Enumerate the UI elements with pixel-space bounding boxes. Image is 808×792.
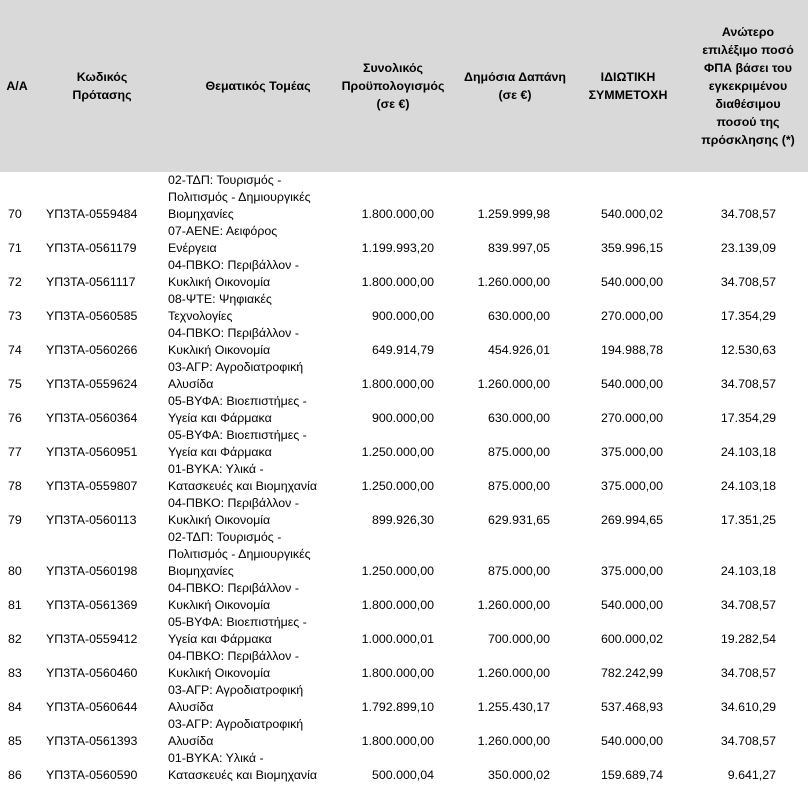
cell-code: ΥΠ3ΤΑ-0560951 [46, 445, 138, 459]
cell-code: ΥΠ3ΤΑ-0561393 [46, 734, 138, 748]
cell-sector-line: 04-ΠΒΚΟ: Περιβάλλον - [168, 258, 299, 272]
header-aa [0, 0, 34, 172]
cell-sector-line: Αλυσίδα [168, 377, 214, 391]
cell-code: ΥΠ3ΤΑ-0559484 [46, 207, 138, 221]
cell-sector-line: 04-ΠΒΚΟ: Περιβάλλον - [168, 496, 299, 510]
cell-private: 537.468,93 [600, 700, 663, 714]
cell-private: 270.000,00 [600, 309, 663, 323]
table-row [0, 291, 808, 325]
cell-total: 1.800.000,00 [361, 275, 434, 289]
cell-sector-line: 07-ΑΕΝΕ: Αειφόρος [168, 224, 278, 238]
cell-aa: 85 [8, 734, 22, 748]
cell-private: 375.000,00 [600, 479, 663, 493]
cell-vat: 34.708,57 [720, 377, 776, 391]
cell-total: 1.199.993,20 [361, 241, 434, 255]
cell-private: 540.000,02 [600, 207, 663, 221]
cell-public: 454.926,01 [487, 343, 550, 357]
cell-sector-line: Κυκλική Οικονομία [168, 343, 271, 357]
cell-sector [168, 427, 343, 461]
cell-sector-line: Βιομηχανίες [168, 207, 234, 221]
cell-public: 1.255.430,17 [477, 700, 550, 714]
cell-code: ΥΠ3ΤΑ-0561179 [46, 241, 137, 255]
cell-sector [168, 359, 343, 393]
cell-sector-line: Πολιτισμός - Δημιουργικές [168, 190, 311, 204]
cell-aa: 80 [8, 564, 22, 578]
cell-sector-line: Υγεία και Φάρμακα [168, 445, 272, 459]
cell-sector-line: Ενέργεια [168, 241, 217, 255]
table-row [0, 614, 808, 648]
cell-public: 1.260.000,00 [477, 666, 550, 680]
cell-code: ΥΠ3ΤΑ-0560590 [46, 768, 138, 782]
table-row [0, 223, 808, 257]
cell-vat: 23.139,09 [720, 241, 776, 255]
cell-vat: 19.282,54 [720, 632, 776, 646]
cell-private: 194.988,78 [600, 343, 663, 357]
cell-sector-line: Υγεία και Φάρμακα [168, 411, 272, 425]
cell-public: 839.997,05 [487, 241, 550, 255]
cell-private: 270.000,00 [600, 411, 663, 425]
cell-total: 1.000.000,01 [361, 632, 434, 646]
cell-public: 630.000,00 [487, 411, 550, 425]
table-row [0, 427, 808, 461]
header-vat-line: Ανώτερο [721, 25, 775, 39]
cell-sector-line: 03-ΑΓΡ: Αγροδιατροφική [168, 717, 304, 731]
cell-sector [168, 682, 343, 716]
cell-vat: 34.708,57 [720, 734, 776, 748]
cell-sector-line: 01-ΒΥΚΑ: Υλικά - [168, 462, 264, 476]
cell-sector [168, 614, 343, 648]
cell-total: 899.926,30 [371, 513, 434, 527]
cell-sector-line: Κατασκευές και Βιομηχανία [168, 479, 318, 493]
cell-sector [168, 223, 343, 257]
cell-private: 540.000,00 [600, 275, 663, 289]
table-header [0, 0, 808, 172]
cell-private: 375.000,00 [600, 445, 663, 459]
cell-total: 1.250.000,00 [361, 445, 434, 459]
cell-aa: 82 [8, 632, 22, 646]
cell-sector-line: 04-ΠΒΚΟ: Περιβάλλον - [168, 581, 299, 595]
cell-public: 630.000,00 [487, 309, 550, 323]
cell-sector-line: Τεχνολογίες [168, 309, 233, 323]
cell-sector [168, 580, 343, 614]
table-row [0, 529, 808, 580]
cell-aa: 79 [8, 513, 22, 527]
cell-sector-line: Βιομηχανίες [168, 564, 234, 578]
header-public-line: (σε €) [498, 88, 532, 102]
header-aa-label: Α/Α [6, 79, 28, 93]
table-row [0, 172, 808, 223]
cell-vat: 24.103,18 [720, 445, 776, 459]
table-row [0, 359, 808, 393]
cell-sector-line: 02-ΤΔΠ: Τουρισμός - [168, 173, 282, 187]
header-sector [168, 0, 348, 172]
cell-sector-line: Υγεία και Φάρμακα [168, 632, 272, 646]
cell-sector-line: 04-ΠΒΚΟ: Περιβάλλον - [168, 326, 299, 340]
cell-code: ΥΠ3ΤΑ-0560460 [46, 666, 138, 680]
cell-public: 1.259.999,98 [477, 207, 550, 221]
table-row [0, 495, 808, 529]
cell-aa: 77 [8, 445, 22, 459]
cell-sector [168, 461, 343, 495]
cell-aa: 72 [8, 275, 22, 289]
cell-public: 875.000,00 [487, 445, 550, 459]
header-private-line: ΣΥΜΜΕΤΟΧΗ [588, 88, 668, 102]
cell-sector [168, 257, 343, 291]
cell-code: ΥΠ3ΤΑ-0560266 [46, 343, 138, 357]
cell-sector-line: 05-ΒΥΦΑ: Βιοεπιστήμες - [168, 394, 307, 408]
cell-aa: 76 [8, 411, 22, 425]
cell-total: 1.800.000,00 [361, 666, 434, 680]
cell-sector-line: 05-ΒΥΦΑ: Βιοεπιστήμες - [168, 615, 307, 629]
cell-total: 1.800.000,00 [361, 377, 434, 391]
cell-total: 1.250.000,00 [361, 479, 434, 493]
table-row [0, 716, 808, 750]
table-row [0, 682, 808, 716]
cell-vat: 24.103,18 [720, 479, 776, 493]
cell-sector-line: 03-ΑΓΡ: Αγροδιατροφική [168, 683, 304, 697]
cell-vat: 34.610,29 [720, 700, 776, 714]
cell-aa: 78 [8, 479, 22, 493]
cell-sector [168, 495, 343, 529]
cell-code: ΥΠ3ΤΑ-0560113 [46, 513, 137, 527]
cell-aa: 84 [8, 700, 22, 714]
cell-public: 1.260.000,00 [477, 377, 550, 391]
cell-private: 600.000,02 [600, 632, 663, 646]
header-vat [688, 0, 808, 172]
cell-sector-line: 08-ΨΤΕ: Ψηφιακές [168, 292, 272, 306]
cell-total: 1.800.000,00 [361, 207, 434, 221]
cell-sector [168, 172, 343, 223]
header-sector-label: Θεματικός Τομέας [205, 79, 311, 93]
cell-private: 540.000,00 [600, 377, 663, 391]
cell-sector-line: Αλυσίδα [168, 700, 214, 714]
cell-sector-line: Κυκλική Οικονομία [168, 598, 271, 612]
header-vat-line: επιλέξιμο ποσό [702, 43, 794, 57]
cell-private: 540.000,00 [600, 734, 663, 748]
header-total [338, 0, 448, 172]
cell-total: 1.800.000,00 [361, 734, 434, 748]
cell-sector [168, 291, 343, 325]
header-code [40, 0, 164, 172]
header-vat-line: ΦΠΑ βάσει του [704, 61, 792, 75]
cell-code: ΥΠ3ΤΑ-0561369 [46, 598, 138, 612]
cell-sector [168, 750, 343, 784]
cell-vat: 24.103,18 [720, 564, 776, 578]
cell-vat: 12.530,63 [720, 343, 776, 357]
cell-sector-line: Κυκλική Οικονομία [168, 666, 271, 680]
cell-private: 159.689,74 [600, 768, 663, 782]
cell-code: ΥΠ3ΤΑ-0559807 [46, 479, 138, 493]
cell-aa: 86 [8, 768, 22, 782]
header-total-line: Συνολικός [363, 61, 423, 75]
cell-public: 1.260.000,00 [477, 734, 550, 748]
cell-total: 500.000,04 [371, 768, 434, 782]
table-row [0, 393, 808, 427]
cell-code: ΥΠ3ΤΑ-0559624 [46, 377, 138, 391]
cell-public: 700.000,00 [487, 632, 550, 646]
cell-aa: 83 [8, 666, 22, 680]
table-row [0, 580, 808, 614]
cell-vat: 17.354,29 [720, 411, 776, 425]
header-code-line: Κωδικός [76, 70, 128, 84]
cell-total: 649.914,79 [371, 343, 434, 357]
cell-sector-line: Κυκλική Οικονομία [168, 275, 271, 289]
cell-sector [168, 648, 343, 682]
cell-aa: 81 [8, 598, 22, 612]
cell-sector [168, 393, 343, 427]
cell-sector [168, 325, 343, 359]
header-private-line: ΙΔΙΩΤΙΚΗ [600, 70, 656, 84]
header-vat-line: διαθέσιμου [715, 97, 781, 111]
cell-vat: 17.354,29 [720, 309, 776, 323]
cell-public: 1.260.000,00 [477, 598, 550, 612]
cell-vat: 9.641,27 [727, 768, 776, 782]
cell-code: ΥΠ3ΤΑ-0560585 [46, 309, 138, 323]
header-vat-line: εγκεκριμένου [708, 79, 788, 93]
cell-sector-line: 03-ΑΓΡ: Αγροδιατροφική [168, 360, 304, 374]
cell-code: ΥΠ3ΤΑ-0561117 [46, 275, 136, 289]
cell-aa: 71 [8, 241, 22, 255]
cell-total: 900.000,00 [371, 309, 434, 323]
header-private [578, 0, 678, 172]
cell-sector-line: Αλυσίδα [168, 734, 214, 748]
table-row [0, 325, 808, 359]
cell-sector-line: Κατασκευές και Βιομηχανία [168, 768, 318, 782]
cell-public: 875.000,00 [487, 479, 550, 493]
cell-aa: 75 [8, 377, 22, 391]
cell-aa: 70 [8, 207, 22, 221]
header-public-line: Δημόσια Δαπάνη [464, 70, 566, 84]
cell-code: ΥΠ3ΤΑ-0560198 [46, 564, 138, 578]
cell-private: 375.000,00 [600, 564, 663, 578]
cell-vat: 34.708,57 [720, 207, 776, 221]
table-row [0, 750, 808, 784]
cell-sector-line: 05-ΒΥΦΑ: Βιοεπιστήμες - [168, 428, 307, 442]
cell-private: 359.996,15 [600, 241, 663, 255]
cell-code: ΥΠ3ΤΑ-0560364 [46, 411, 138, 425]
cell-code: ΥΠ3ΤΑ-0560644 [46, 700, 138, 714]
cell-sector-line: Κυκλική Οικονομία [168, 513, 271, 527]
table-row [0, 461, 808, 495]
cell-total: 1.792.899,10 [361, 700, 434, 714]
cell-public: 1.260.000,00 [477, 275, 550, 289]
cell-total: 1.250.000,00 [361, 564, 434, 578]
cell-private: 782.242,99 [600, 666, 663, 680]
cell-public: 629.931,65 [487, 513, 550, 527]
cell-vat: 34.708,57 [720, 666, 776, 680]
table-row [0, 257, 808, 291]
cell-sector [168, 529, 343, 580]
cell-public: 875.000,00 [487, 564, 550, 578]
cell-sector-line: Πολιτισμός - Δημιουργικές [168, 547, 311, 561]
cell-private: 540.000,00 [600, 598, 663, 612]
cell-total: 1.800.000,00 [361, 598, 434, 612]
cell-sector-line: 02-ΤΔΠ: Τουρισμός - [168, 530, 282, 544]
table-row [0, 648, 808, 682]
header-public [455, 0, 575, 172]
cell-public: 350.000,02 [487, 768, 550, 782]
header-vat-line: ποσού της [716, 115, 780, 129]
cell-total: 900.000,00 [371, 411, 434, 425]
header-vat-line: πρόσκλησης (*) [701, 133, 795, 147]
cell-aa: 74 [8, 343, 22, 357]
cell-vat: 17.351,25 [720, 513, 776, 527]
cell-sector [168, 716, 343, 750]
header-total-line: Προϋπολογισμός [341, 79, 445, 93]
cell-sector-line: 04-ΠΒΚΟ: Περιβάλλον - [168, 649, 299, 663]
header-code-line: Πρότασης [72, 88, 132, 102]
header-total-line: (σε €) [376, 97, 410, 111]
cell-sector-line: 01-ΒΥΚΑ: Υλικά - [168, 751, 264, 765]
cell-code: ΥΠ3ΤΑ-0559412 [46, 632, 138, 646]
cell-aa: 73 [8, 309, 22, 323]
cell-vat: 34.708,57 [720, 598, 776, 612]
cell-vat: 34.708,57 [720, 275, 776, 289]
cell-private: 269.994,65 [600, 513, 663, 527]
